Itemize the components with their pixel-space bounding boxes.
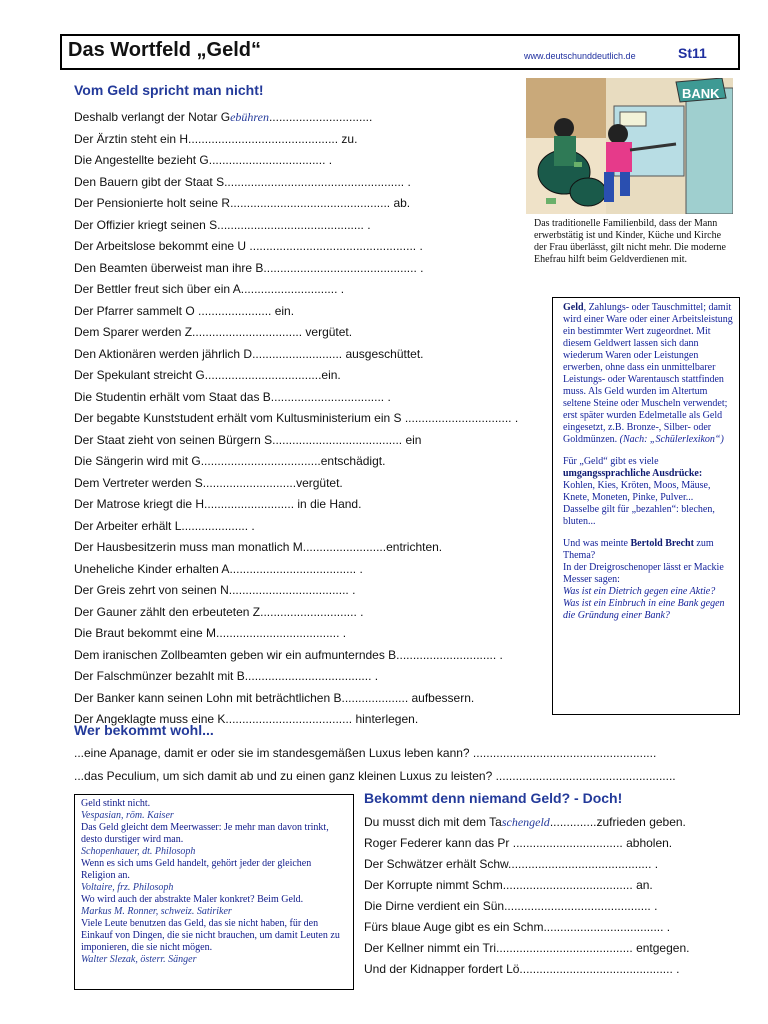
exercise-line xyxy=(74,648,503,662)
exercise-text: Den Aktionären werden jährlich D........................... ausgeschüttet. xyxy=(74,346,424,361)
exercise-line xyxy=(364,899,657,913)
exercise-text: Der Pensionierte holt seine R................................................ ab. xyxy=(74,196,411,210)
exercise-text: Fürs blaue Auge gibt es ein Schm.................................... . xyxy=(364,920,671,934)
colloquial-heading: umgangssprachliche Ausdrücke: xyxy=(563,468,703,479)
brecht-name: Bertold Brecht xyxy=(630,538,694,549)
quote-author: Schopenhauer, dt. Philosoph xyxy=(81,846,196,857)
exercise-text: Roger Federer kann das Pr ................................. abholen. xyxy=(364,836,673,850)
quote-text: Wenn es sich ums Geld handelt, gehört jeder der gleichen Religion an. xyxy=(81,858,312,881)
quote-text: Das Geld gleicht dem Meerwasser: Je mehr man davon trinkt, desto durstiger wird man. xyxy=(81,822,329,845)
exercise-line xyxy=(364,941,689,955)
exercise-line xyxy=(364,962,679,976)
section-heading-vom-geld: Vom Geld spricht man nicht! xyxy=(74,82,264,98)
brecht-question-end: zum Thema? xyxy=(563,538,714,561)
exercise-line xyxy=(74,519,255,533)
exercise-text: Der Schwätzer erhält Schw........................................... . xyxy=(364,857,659,871)
exercise-line xyxy=(74,282,344,296)
exercise-line xyxy=(74,347,424,361)
section-heading-doch: Bekommt denn niemand Geld? - Doch! xyxy=(364,790,623,806)
exercise-line xyxy=(74,497,361,511)
exercise-line xyxy=(74,411,518,425)
exercise-line xyxy=(74,562,363,576)
definition-source: (Nach: „Schülerlexikon“) xyxy=(619,434,724,445)
exercise-text: Die Braut bekommt eine M..................................... . xyxy=(74,626,347,640)
colloquial-words: Kohlen, Kies, Kröten, Moos, Mäuse, Knete, Moneten, Pinke, Pulver... xyxy=(563,480,711,503)
exercise-text: Der Arbeiter erhält L.................... . xyxy=(74,518,255,533)
exercise-text: Die Dirne verdient ein Sün............................................ . xyxy=(364,899,658,913)
quote-text: Wo wird auch der abstrakte Maler konkret? Beim Geld. xyxy=(81,894,304,905)
exercise-text: Der Staat zieht von seinen Bürgern S....................................... ein xyxy=(74,432,422,447)
worksheet-title: Das Wortfeld „Geld“ xyxy=(68,39,261,61)
quotes-box xyxy=(74,794,354,990)
exercise-text: Dem Sparer werden Z................................. vergütet. xyxy=(74,325,353,339)
exercise-text: Den Beamten überweist man ihre B.............................................. . xyxy=(74,260,424,275)
exercise-line xyxy=(364,815,686,830)
exercise-text: Der Falschmünzer bezahlt mit B...................................... . xyxy=(74,669,379,683)
exercise-text: Der Pfarrer sammelt O ...................... ein. xyxy=(74,303,295,318)
colloquial-intro: Für „Geld“ gibt es viele xyxy=(563,456,659,467)
exercise-text: Der begabte Kunststudent erhält vom Kultusministerium ein S ................................ . xyxy=(74,411,519,425)
brecht-quote-block xyxy=(563,538,733,622)
exercise-text: Uneheliche Kinder erhalten A...................................... . xyxy=(74,561,363,576)
exercise-line xyxy=(74,304,294,318)
worksheet-code: St11 xyxy=(678,45,707,61)
bank-sign: BANK xyxy=(682,86,720,101)
illustration-caption: Das traditionelle Familienbild, dass der Mann erwerbstätig ist und Kinder, Küche und Kirche der Frau überlässt, gilt nicht mehr. Die moderne Ehefrau hilft beim Geldverdienen mit. xyxy=(534,218,726,265)
example-answer: schengeld xyxy=(501,815,550,829)
exercise-text: Der Hausbesitzerin muss man monatlich M.........................entrichten. xyxy=(74,540,443,554)
exercise-text: Der Angeklagte muss eine K...................................... hinterlegen. xyxy=(74,712,419,726)
quote-item xyxy=(81,798,347,822)
worksheet-header xyxy=(60,34,740,70)
exercise-line xyxy=(74,110,372,125)
quote-item xyxy=(81,894,347,918)
section-heading-wer-bekommt: Wer bekommt wohl... xyxy=(74,722,214,738)
exercise-line xyxy=(364,878,653,892)
exercise-text: ..............zufrieden geben. xyxy=(549,815,686,829)
quote-item xyxy=(81,918,347,966)
example-answer: ebühren xyxy=(230,110,269,124)
exercise-text: Die Sängerin wird mit G....................................entschädigt. xyxy=(74,454,386,468)
colloquial-pay: Dasselbe gilt für „bezahlen“: blechen, bluten... xyxy=(563,504,715,527)
geld-definition-text: , Zahlungs- oder Tauschmittel; damit wird einer Ware oder einer Arbeitsleistung ein bestimmter Wert zugeordnet. Mit diesem Geldwert lassen sich dann wiederum Waren oder Leistungen erwerben, ohne dass ein unmittelbarer Leistungs- oder Warentausch stattfinden muss. Als Geld wurden im Altertum seltene Steine oder Muscheln verwendet; erst später wurden Edelmetalle als Geld eingesetzt, z.B. Bronze-, Silber- oder Goldmünzen. xyxy=(563,302,733,445)
exercise-text: Der Offizier kriegt seinen S............................................ . xyxy=(74,217,371,232)
exercise-text: Dem Vertreter werden S............................vergütet. xyxy=(74,475,343,490)
bank-robbery-illustration xyxy=(526,78,733,214)
exercise-line xyxy=(74,433,421,447)
exercise-text: Der Spekulant streicht G...................................ein. xyxy=(74,368,341,382)
exercise-text: Der Gauner zählt den erbeuteten Z............................. . xyxy=(74,604,364,619)
quote-item xyxy=(81,858,347,894)
quote-item xyxy=(81,822,347,858)
exercise-text: Der Greis zehrt von seinen N.................................... . xyxy=(74,583,356,597)
exercise-line xyxy=(74,368,341,382)
quote-author: Voltaire, frz. Philosoph xyxy=(81,882,174,893)
exercise-line xyxy=(74,239,423,253)
exercise-text: Der Matrose kriegt die H........................... in die Hand. xyxy=(74,497,362,511)
quote-author: Vespasian, röm. Kaiser xyxy=(81,810,174,821)
exercise-line xyxy=(74,626,346,640)
geld-info-box xyxy=(552,297,740,715)
exercise-text: Der Korrupte nimmt Schm....................................... an. xyxy=(364,878,653,892)
exercise-line xyxy=(74,196,410,210)
exercise-line xyxy=(74,132,357,146)
exercise-line xyxy=(364,857,658,871)
exercise-text: Der Bettler freut sich über ein A............................. . xyxy=(74,282,345,296)
quote-text: Geld stinkt nicht. xyxy=(81,798,151,809)
exercise-line xyxy=(74,218,371,232)
quote-author: Markus M. Ronner, schweiz. Satiriker xyxy=(81,906,232,917)
exercise-text: Der Banker kann seinen Lohn mit beträchtlichen B.................... aufbessern. xyxy=(74,690,475,705)
exercise-line xyxy=(364,920,670,934)
exercise-line xyxy=(74,540,442,554)
exercise-line xyxy=(74,325,352,339)
exercise-line xyxy=(364,836,672,850)
brecht-context: In der Dreigroschenoper lässt er Mackie Messer sagen: xyxy=(563,562,724,585)
exercise-line xyxy=(74,175,411,189)
exercise-line-peculium: ...das Peculium, um sich damit ab und zu einen ganz kleinen Luxus zu leisten? ...................................................... xyxy=(74,769,676,783)
exercise-line xyxy=(74,476,343,490)
quote-author: Walter Slezak, österr. Sänger xyxy=(81,954,197,965)
exercise-text: Den Bauern gibt der Staat S...................................................... . xyxy=(74,174,411,189)
exercise-line xyxy=(74,454,385,468)
exercise-text: ............................... xyxy=(268,110,373,124)
exercise-text: Der Arbeitslose bekommt eine U .................................................. . xyxy=(74,239,423,253)
exercise-line-apanage: ...eine Apanage, damit er oder sie im standesgemäßen Luxus leben kann? ....................................................... xyxy=(74,746,657,760)
exercise-line xyxy=(74,153,332,167)
exercise-text: Die Angestellte bezieht G................................... . xyxy=(74,153,333,167)
exercise-text: Deshalb verlangt der Notar G xyxy=(74,110,231,124)
exercise-line xyxy=(74,669,378,683)
brecht-quote: Was ist ein Dietrich gegen eine Aktie? Was ist ein Einbruch in eine Bank gegen die Gründung einer Bank? xyxy=(563,586,725,621)
website-url[interactable]: www.deutschunddeutlich.de xyxy=(524,51,636,61)
exercise-text: Die Studentin erhält vom Staat das B.................................. . xyxy=(74,389,391,404)
exercise-text: Der Ärztin steht ein H............................................. zu. xyxy=(74,131,358,146)
exercise-text: Dem iranischen Zollbeamten geben wir ein aufmunterndes B.............................. . xyxy=(74,647,503,662)
quote-text: Viele Leute benutzen das Geld, das sie nicht haben, für den Einkauf von Dingen, die sie nicht brauchen, um damit Leuten zu imponieren, die sie nicht mögen. xyxy=(81,918,340,953)
exercise-line xyxy=(74,390,391,404)
exercise-line xyxy=(74,261,423,275)
brecht-question-start: Und was meinte xyxy=(563,538,631,549)
exercise-line xyxy=(74,691,474,705)
exercise-text: Der Kellner nimmt ein Tri......................................... entgegen. xyxy=(364,941,690,955)
exercise-text: Du musst dich mit dem Ta xyxy=(364,815,502,829)
exercise-line xyxy=(74,583,355,597)
colloquial-expressions xyxy=(563,456,733,528)
exercise-line xyxy=(74,605,363,619)
geld-term: Geld xyxy=(563,302,584,313)
exercise-text: Und der Kidnapper fordert Lö.............................................. . xyxy=(364,962,680,976)
geld-definition xyxy=(563,302,733,446)
